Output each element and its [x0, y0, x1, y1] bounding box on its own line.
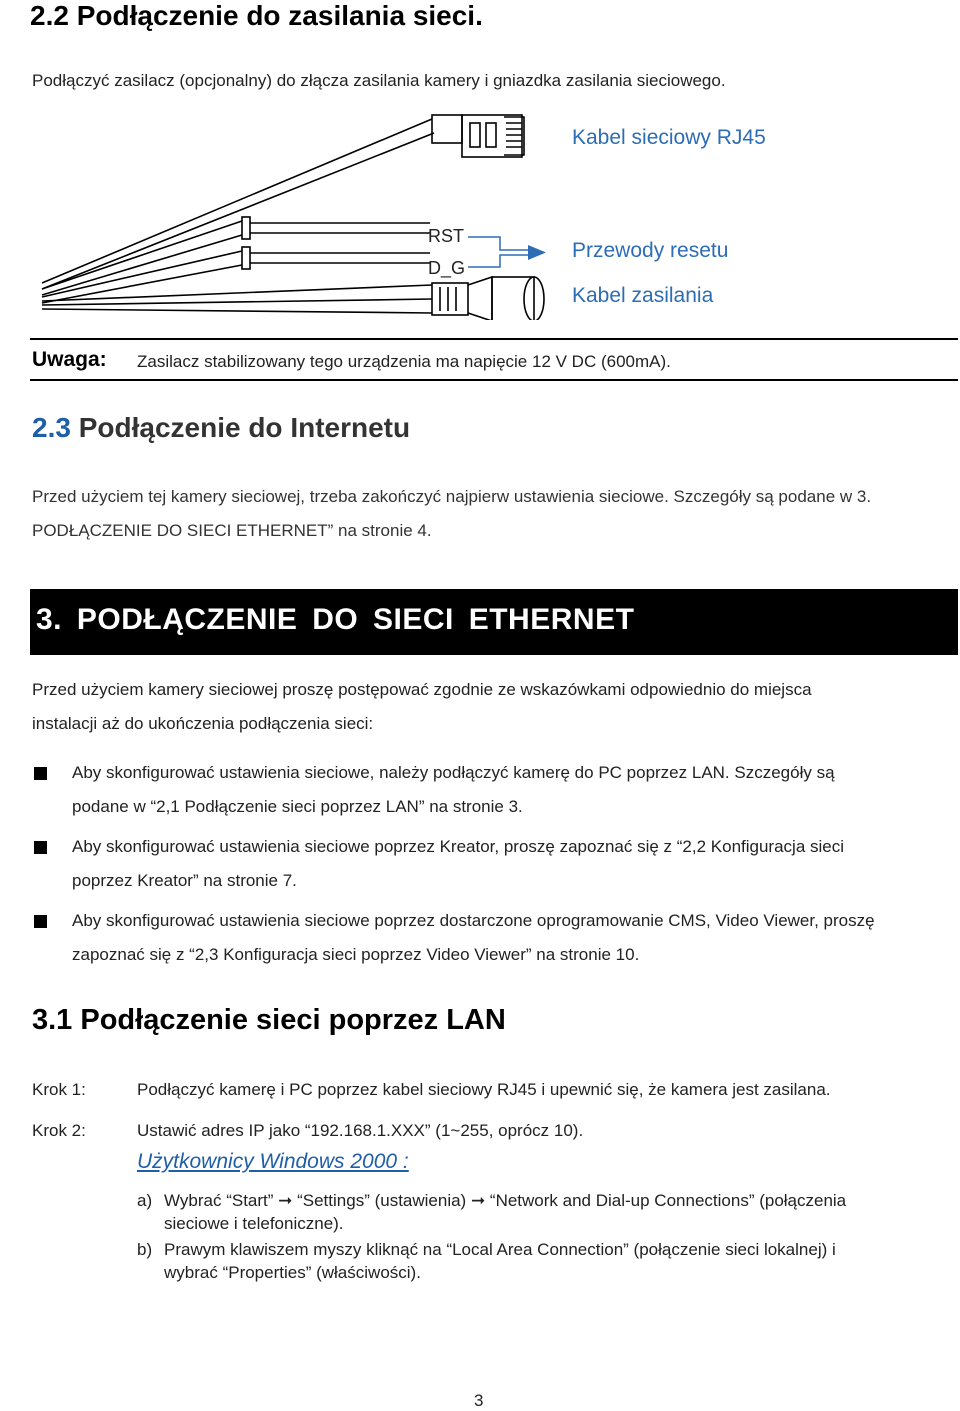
chapter-banner — [30, 589, 958, 655]
item-b-marker: b) — [137, 1240, 153, 1259]
power-intro-text: Podłączyć zasilacz (opcjonalny) do złącza zasilania kamery i gniazdka zasilania sieciowego. — [32, 71, 726, 90]
section-heading-2-2: 2.2 Podłączenie do zasilania sieci. — [30, 0, 483, 31]
cable-diagram — [30, 105, 570, 320]
section-heading-3-1: 3.1 Podłączenie sieci poprzez LAN — [32, 1004, 506, 1036]
square-bullet-icon — [34, 915, 47, 928]
bullet-2-line1: Aby skonfigurować ustawienia sieciowe poprzez Kreator, proszę zapoznać się z “2,2 Konfiguracja sieci — [72, 837, 845, 856]
note-bottom-rule — [30, 379, 958, 381]
bullet-2-line2: poprzez Kreator” na stronie 7. — [72, 871, 297, 890]
note-label: Uwaga: — [32, 348, 107, 371]
step-2-text: Ustawić adres IP jako “192.168.1.XXX” (1~255, oprócz 10). — [137, 1121, 584, 1140]
ethernet-intro-line2: instalacji aż do ukończenia podłączenia sieci: — [32, 714, 374, 733]
item-a-line1: Wybrać “Start” ➞ “Settings” (ustawienia) ➞ “Network and Dial-up Connections” (połączenia — [164, 1191, 847, 1210]
ethernet-intro-line1: Przed użyciem kamery sieciowej proszę postępować zgodnie ze wskazówkami odpowiednio do miejsca — [32, 680, 812, 699]
internet-text-line1: Przed użyciem tej kamery sieciowej, trzeba zakończyć najpierw ustawienia sieciowe. Szczegóły są podane w 3. — [32, 487, 872, 506]
step-2-label: Krok 2: — [32, 1121, 86, 1140]
step-1-text: Podłączyć kamerę i PC poprzez kabel sieciowy RJ45 i upewnić się, że kamera jest zasilana. — [137, 1080, 831, 1099]
rst-label: RST — [428, 226, 464, 246]
item-b-line1: Prawym klawiszem myszy kliknąć na “Local Area Connection” (połączenie sieci lokalnej) i — [164, 1240, 836, 1259]
section-title-2-3: Podłączenie do Internetu — [70, 412, 411, 443]
square-bullet-icon — [34, 841, 47, 854]
item-b-line2: wybrać “Properties” (właściwości). — [164, 1263, 421, 1282]
note-text: Zasilacz stabilizowany tego urządzenia ma napięcie 12 V DC (600mA). — [137, 352, 671, 371]
item-a-marker: a) — [137, 1191, 153, 1210]
section-number-2-3: 2.3 — [32, 412, 71, 443]
internet-text-line2: PODŁĄCZENIE DO SIECI ETHERNET” na stronie 4. — [32, 521, 432, 540]
note-top-rule — [30, 338, 958, 340]
section-heading-2-3 — [32, 412, 410, 444]
windows-2000-heading: Użytkownicy Windows 2000 : — [137, 1150, 409, 1173]
page-number: 3 — [474, 1391, 484, 1410]
dg-label: D_G — [428, 258, 466, 278]
item-a-line2: sieciowe i telefoniczne). — [164, 1214, 344, 1233]
bullet-1-line1: Aby skonfigurować ustawienia sieciowe, należy podłączyć kamerę do PC poprzez LAN. Szczegóły są — [72, 763, 835, 782]
bullet-3-line1: Aby skonfigurować ustawienia sieciowe poprzez dostarczone oprogramowanie CMS, Video Viewer, proszę — [72, 911, 875, 930]
bullet-3-line2: zapoznać się z “2,3 Konfiguracja sieci poprzez Video Viewer” na stronie 10. — [72, 945, 640, 964]
rj45-cable-label: Kabel sieciowy RJ45 — [572, 126, 766, 149]
square-bullet-icon — [34, 767, 47, 780]
power-cable-label: Kabel zasilania — [572, 284, 714, 307]
reset-wires-label: Przewody resetu — [572, 239, 729, 262]
bullet-1-line2: podane w “2,1 Podłączenie sieci poprzez LAN” na stronie 3. — [72, 797, 523, 816]
chapter-title: 3. PODŁĄCZENIE DO SIECI ETHERNET — [36, 603, 635, 636]
step-1-label: Krok 1: — [32, 1080, 86, 1099]
